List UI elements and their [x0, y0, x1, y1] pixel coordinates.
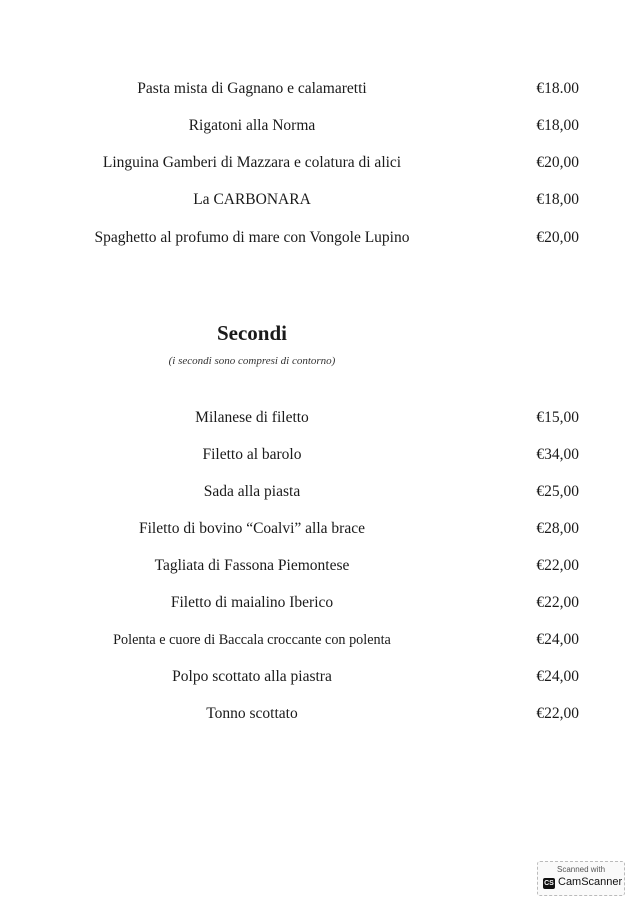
menu-item [0, 482, 640, 502]
dish-name: Tonno scottato [206, 705, 298, 722]
camscanner-logo-icon: CS [544, 880, 554, 887]
dish-price: €22,00 [536, 557, 579, 574]
menu-item [0, 556, 640, 576]
menu-item [0, 228, 640, 248]
dish-name: Sada alla piasta [203, 483, 301, 500]
dish-name: Tagliata di Fassona Piemontese [154, 557, 350, 574]
dish-name: Polenta e cuore di Baccala croccante con polenta [113, 632, 391, 648]
watermark-caption: Scanned with [556, 865, 606, 874]
menu-item [0, 79, 640, 99]
dish-name: Filetto di bovino “Coalvi” alla brace [139, 520, 365, 537]
dish-price: €20,00 [536, 154, 579, 171]
watermark-brand: CamScanner [558, 876, 623, 888]
dish-price: €15,00 [536, 409, 579, 426]
menu-item [0, 630, 640, 650]
dish-price: €34,00 [536, 446, 579, 463]
dish-price: €28,00 [536, 520, 579, 537]
dish-price: €24,00 [536, 631, 579, 648]
menu-item [0, 667, 640, 687]
dish-name: La CARBONARA [193, 191, 311, 208]
dish-price: €20,00 [536, 229, 579, 246]
menu-item [0, 593, 640, 613]
camscanner-watermark [537, 861, 625, 896]
menu-item [0, 153, 640, 173]
menu-item [0, 190, 640, 210]
menu-item [0, 445, 640, 465]
menu-item [0, 408, 640, 428]
dish-name: Milanese di filetto [195, 409, 309, 426]
dish-price: €24,00 [536, 668, 579, 685]
dish-name: Filetto al barolo [202, 446, 302, 463]
section-title: Secondi [216, 321, 287, 345]
dish-price: €18,00 [536, 117, 579, 134]
menu-item [0, 519, 640, 539]
dish-name: Spaghetto al profumo di mare con Vongole Lupino [94, 229, 410, 246]
dish-name: Linguina Gamberi di Mazzara e colatura di alici [102, 154, 402, 171]
menu-item [0, 704, 640, 724]
dish-price: €18,00 [536, 191, 579, 208]
dish-price: €18.00 [536, 80, 579, 97]
dish-name: Filetto di maialino Iberico [170, 594, 334, 611]
dish-name: Rigatoni alla Norma [188, 117, 316, 134]
dish-name: Pasta mista di Gagnano e calamaretti [137, 80, 367, 97]
section-note: (i secondi sono compresi di contorno) [168, 355, 336, 367]
dish-price: €22,00 [536, 594, 579, 611]
dish-name: Polpo scottato alla piastra [172, 668, 332, 685]
menu-item [0, 116, 640, 136]
dish-price: €25,00 [536, 483, 579, 500]
dish-price: €22,00 [536, 705, 579, 722]
